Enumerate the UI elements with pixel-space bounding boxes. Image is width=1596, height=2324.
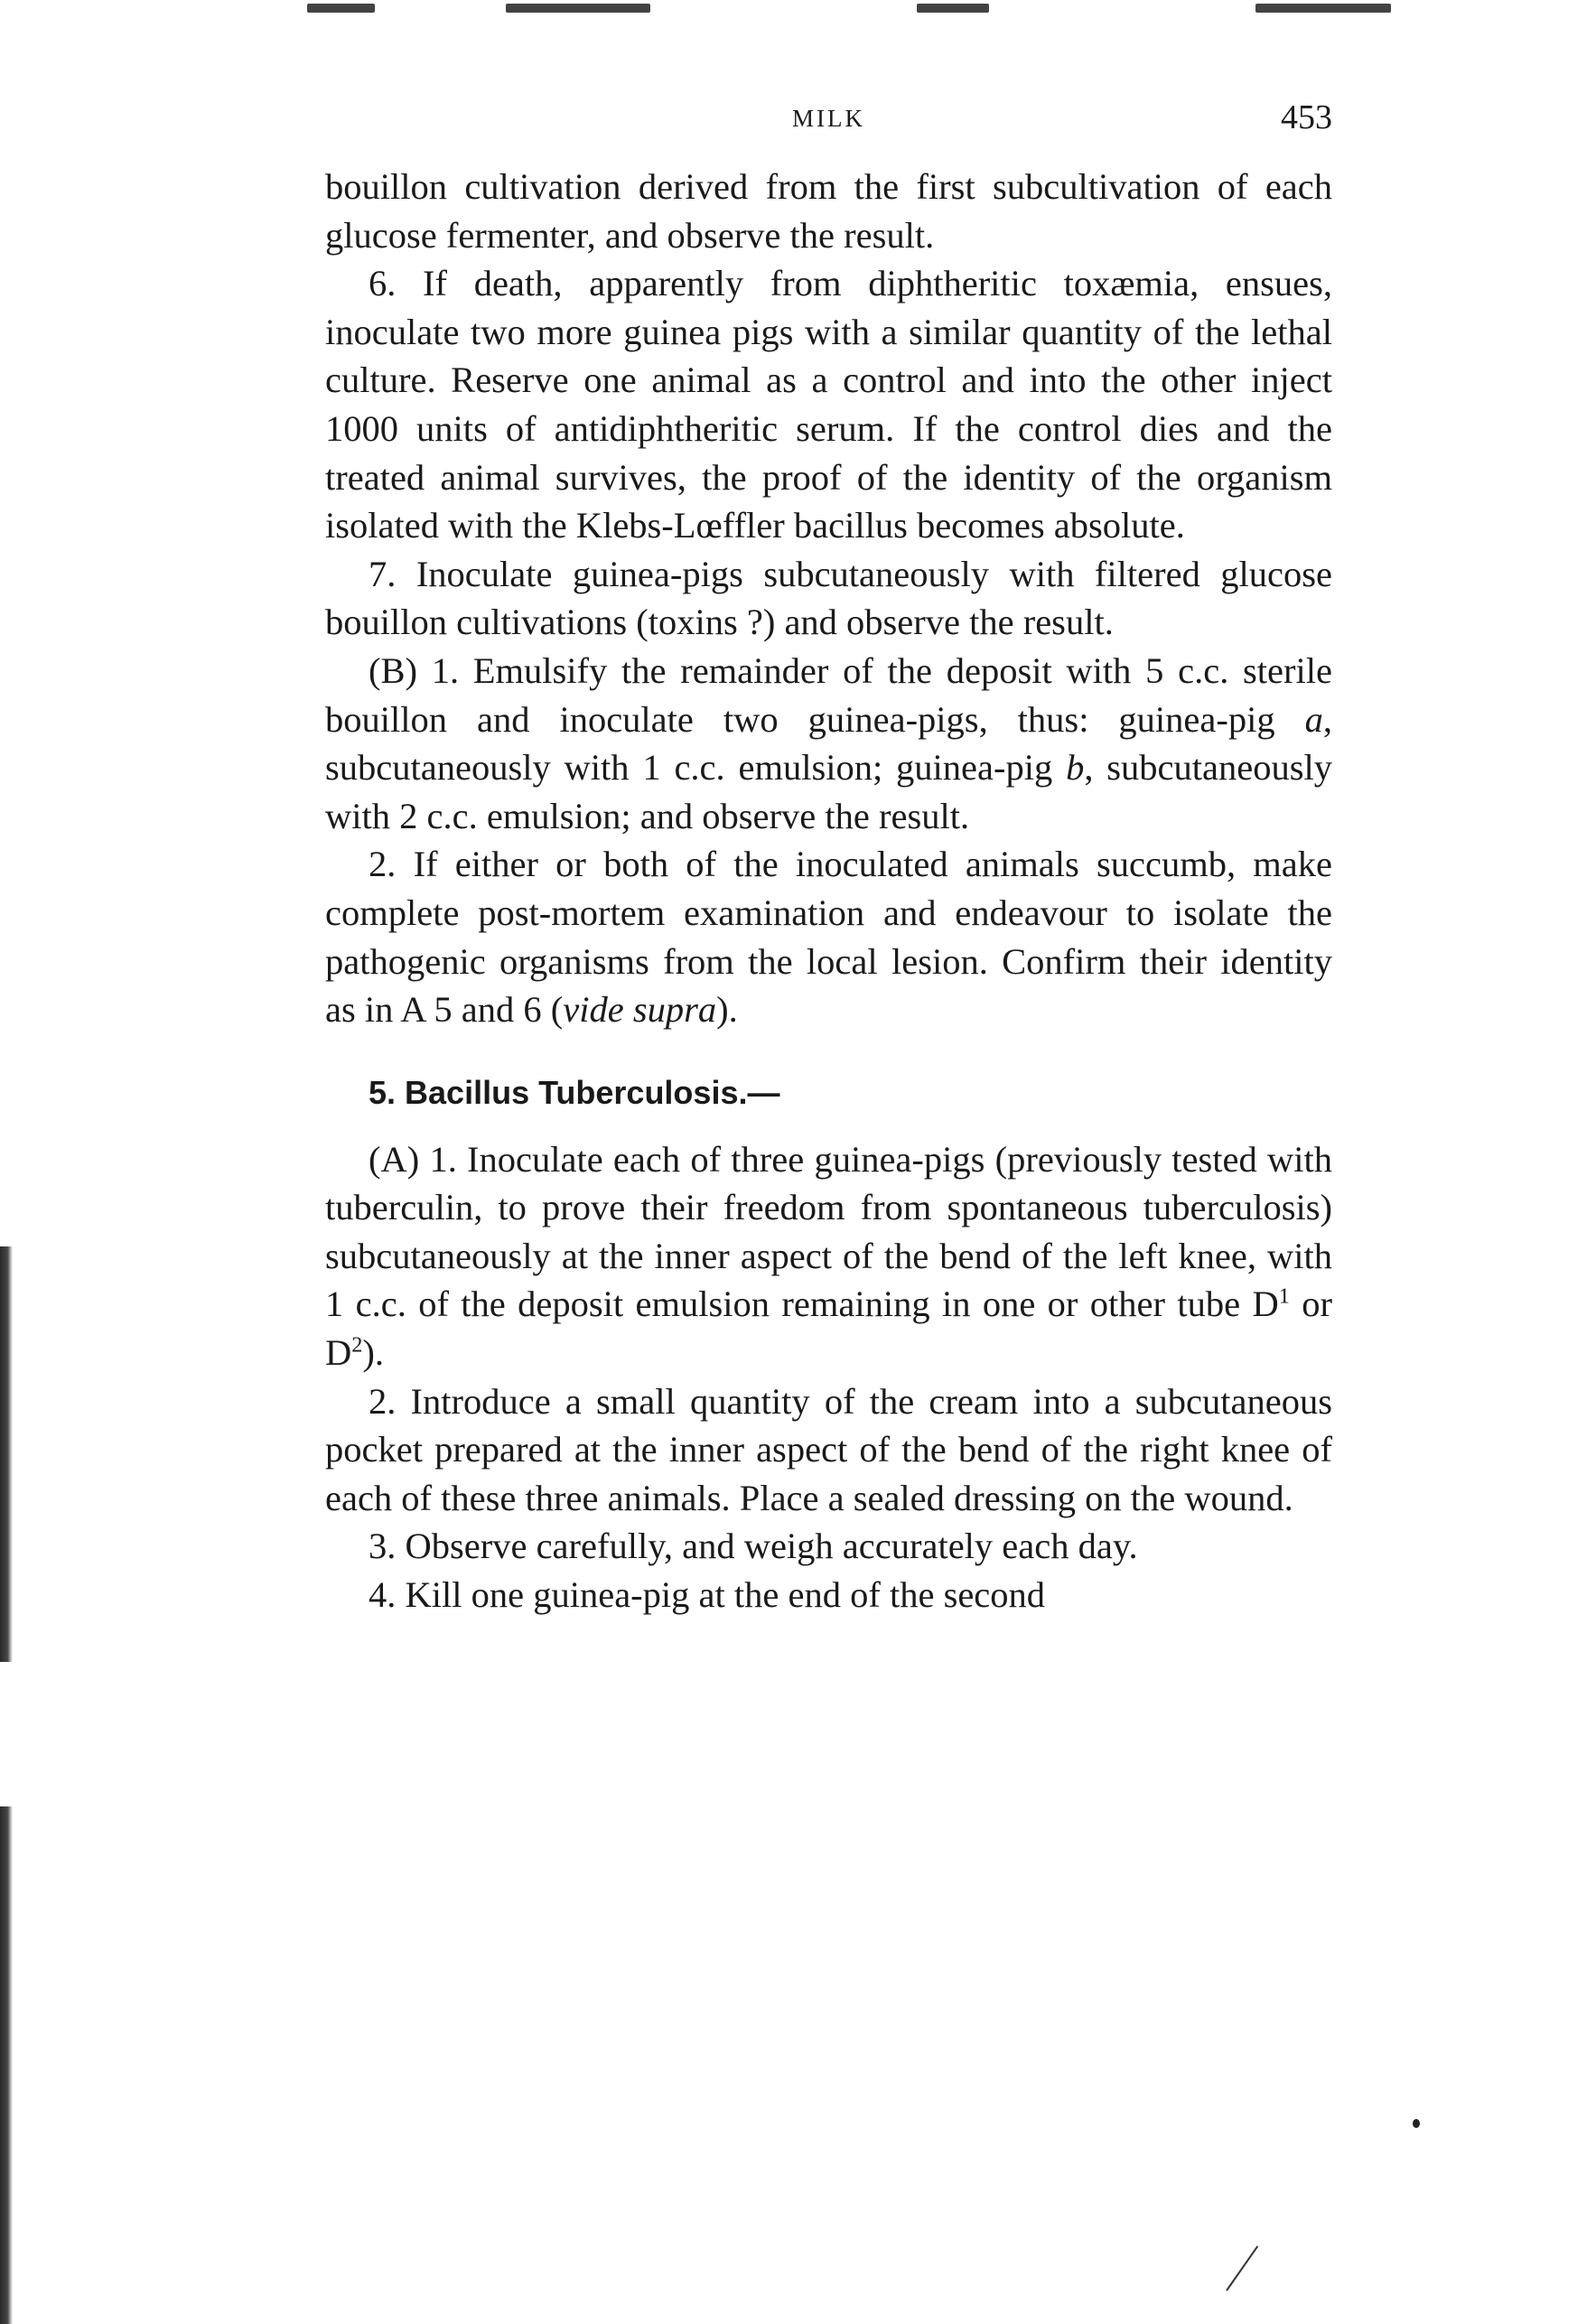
scan-mark [307, 4, 375, 13]
text-run: (B) 1. Emulsify the remainder of the deposit with 5 c.c. sterile bouillon and inoculate two guinea-pigs, thus: guinea-pig [325, 649, 1332, 740]
page-body [325, 163, 1332, 1619]
paragraph-b-2 [325, 840, 1332, 1033]
text-run: ). [362, 1332, 385, 1374]
scan-mark [1255, 4, 1391, 13]
text-run: ). [716, 989, 738, 1031]
superscript: 2 [351, 1332, 363, 1358]
section-heading: 5. Bacillus Tuberculosis.— [369, 1073, 780, 1111]
superscript: 1 [1278, 1283, 1290, 1309]
paragraph-step-7: 7. Inoculate guinea-pigs subcutaneously with filtered glucose bouillon cultivations (toxins ?) and observe the result. [325, 553, 1332, 643]
ink-speck [1413, 2119, 1420, 2128]
spine-shadow [0, 1246, 13, 1662]
text-run: (A) 1. Inoculate each of three guinea-pigs (previously tested with tuberculin, to prove their freedom from spontaneous tuberculosis) subcutaneously at the inner aspect of the bend of the left knee, with 1 c.c. of the deposit emulsion remaining in one or other tube D [325, 1138, 1332, 1325]
paragraph-step-6: 6. If death, apparently from diphtheritic toxæmia, ensues, inoculate two more guinea pigs with a similar quantity of the lethal culture. Reserve one animal as a control and into the other inject 1000 units of antidiphtheritic serum. If the control dies and the treated animal survives, the proof of the identity of the organism isolated with the Klebs-Lœffler bacillus becomes absolute. [325, 263, 1332, 546]
text-run: , subcutaneously with 1 c.c. emulsion; guinea-pig [325, 698, 1332, 789]
pencil-stroke [1226, 2245, 1258, 2291]
italic-phrase: vide supra [563, 989, 717, 1031]
paragraph-a-1 [325, 1135, 1332, 1377]
spine-shadow [0, 1806, 13, 2324]
italic-label: b [1066, 747, 1085, 789]
paragraph-a-4: 4. Kill one guinea-pig at the end of the second [369, 1574, 1046, 1616]
paragraph-continuation: bouillon cultivation derived from the first subcultivation of each glucose fermenter, and observe the result. [325, 166, 1332, 256]
paragraph-a-3: 3. Observe carefully, and weigh accurately each day. [369, 1526, 1138, 1567]
spacer [325, 1115, 1332, 1135]
scan-mark [506, 4, 650, 13]
spacer [325, 1034, 1332, 1070]
italic-label: a [1304, 698, 1323, 740]
running-head [325, 98, 1332, 152]
scan-mark [917, 4, 989, 13]
paragraph-b-1 [325, 647, 1332, 840]
running-title: MILK [792, 105, 865, 132]
text-run: or D [325, 1283, 1332, 1374]
page-number: 453 [1281, 98, 1332, 136]
paragraph-a-2: 2. Introduce a small quantity of the cream into a subcutaneous pocket prepared at the inner aspect of the bend of the right knee of each of these three animals. Place a sealed dressing on the wound. [325, 1380, 1332, 1518]
text-run: 2. If either or both of the inoculated animals succumb, make complete post-mortem examination and endeavour to isolate the pathogenic organisms from the local lesion. Confirm their identity as in A 5 and 6 ( [325, 844, 1332, 1031]
text-run: , subcutaneously with 2 c.c. emulsion; and observe the result. [325, 747, 1332, 836]
